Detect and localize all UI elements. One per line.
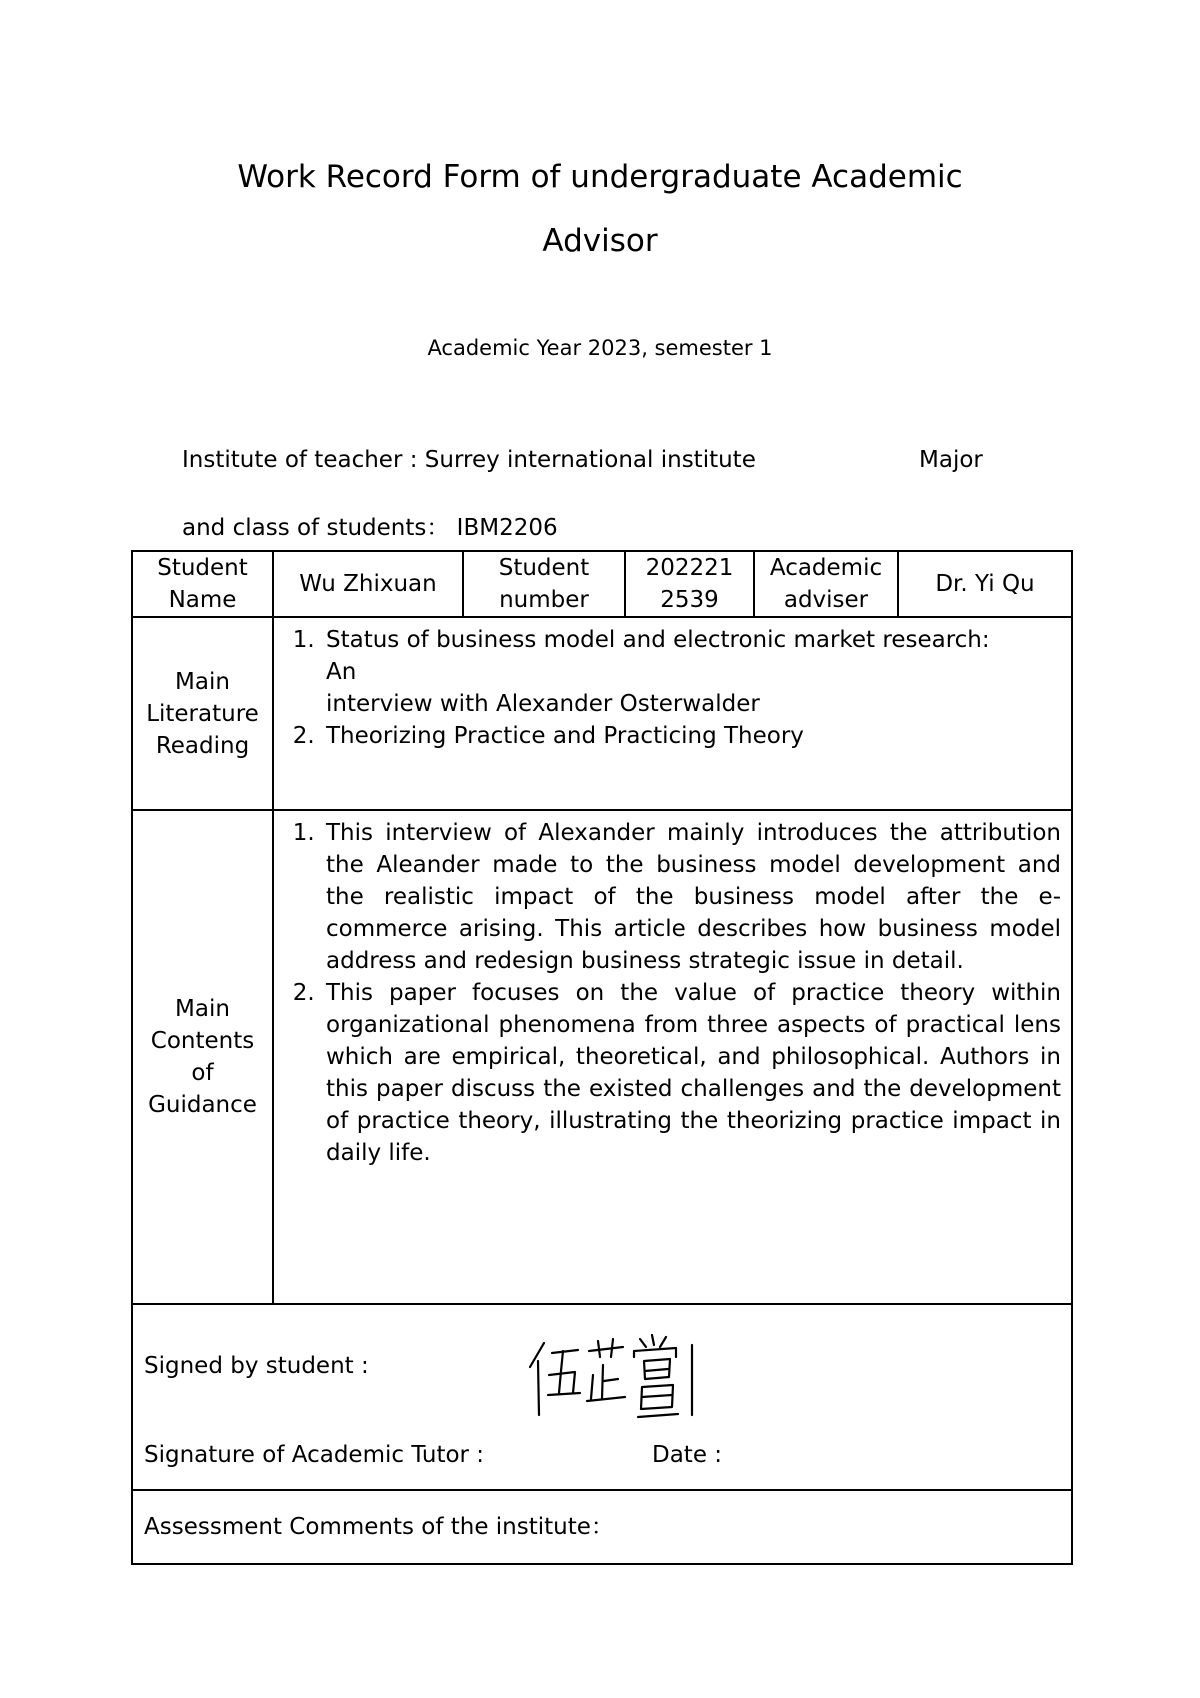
reading-label-line: Literature [146, 700, 259, 727]
class-line: and class of students： IBM2206 [182, 515, 558, 541]
institute-line: Institute of teacher : Surrey international institute [182, 447, 756, 473]
work-record-table [131, 550, 1073, 1565]
reading-content [273, 617, 1072, 810]
guidance-label-line: Contents [150, 1028, 255, 1054]
student-number-label-line: Student [498, 555, 590, 581]
reading-label [132, 617, 273, 810]
adviser-label [754, 551, 898, 617]
date-label: Date : [652, 1442, 723, 1468]
reading-label-line: Reading [155, 732, 250, 759]
guidance-item: 1. This interview of Alexander mainly introduces the attribution the Aleander made to the business model development and the realistic impact of the business model after the e-commerce arising. This article describes how business model address and redesign business strategic issue in detail. [322, 817, 1061, 977]
page-title [0, 145, 1200, 273]
student-name-label-line: Student [157, 555, 248, 581]
assessment-cell [132, 1490, 1072, 1564]
reading-item [322, 720, 1061, 752]
guidance-item: 2. This paper focuses on the value of practice theory within organizational phenomena from three aspects of practical lens which are empirical, theoretical, and philosophical. Authors in this paper discuss the existed challenges and the development of practice theory, illustrating the theorizing practice impact in daily life. [322, 977, 1061, 1169]
guidance-row [132, 810, 1072, 1304]
student-name-label-line: Name [168, 587, 237, 613]
student-number-label [463, 551, 625, 617]
adviser-value: Dr. Yi Qu [898, 551, 1072, 617]
signature-row [132, 1304, 1072, 1490]
reading-item-line: 1. Status of business model and electronic market research: [326, 627, 990, 653]
signature-cell [132, 1304, 1072, 1490]
student-name-value: Wu Zhixuan [273, 551, 463, 617]
student-number-part: 2539 [660, 587, 719, 613]
academic-year: Academic Year 2023, semester 1 [427, 336, 773, 360]
student-number-label-line: number [499, 587, 589, 613]
page-title-line-2: Advisor [542, 223, 658, 259]
tutor-signature-label: Signature of Academic Tutor : [144, 1442, 485, 1468]
adviser-label-line: adviser [783, 587, 869, 613]
assessment-label: Assessment Comments of the institute： [144, 1514, 614, 1540]
reading-label-line: Main [175, 668, 230, 695]
reading-item-line: An [326, 659, 357, 685]
reading-item-line: interview with Alexander Osterwalder [326, 691, 760, 717]
signed-by-student-label: Signed by student : [144, 1353, 369, 1379]
student-info-row [132, 551, 1072, 617]
assessment-row [132, 1490, 1072, 1564]
guidance-label-line: of [191, 1060, 214, 1086]
guidance-label-line: Guidance [148, 1092, 257, 1118]
major-label: Major [919, 447, 983, 473]
reading-list [274, 618, 1071, 752]
guidance-label-line: Main [175, 996, 230, 1022]
page-title-line-1: Work Record Form of undergraduate Academic [237, 159, 963, 195]
guidance-list [274, 811, 1071, 1169]
student-number-part: 202221 [645, 555, 734, 581]
reading-row [132, 617, 1072, 810]
guidance-label [132, 810, 273, 1304]
guidance-content [273, 810, 1072, 1304]
student-number-value [625, 551, 754, 617]
student-name-label [132, 551, 273, 617]
adviser-label-line: Academic [769, 555, 883, 581]
reading-item-line: 2. Theorizing Practice and Practicing Theory [326, 723, 804, 749]
reading-item [322, 624, 1061, 720]
student-signature [518, 1331, 718, 1423]
